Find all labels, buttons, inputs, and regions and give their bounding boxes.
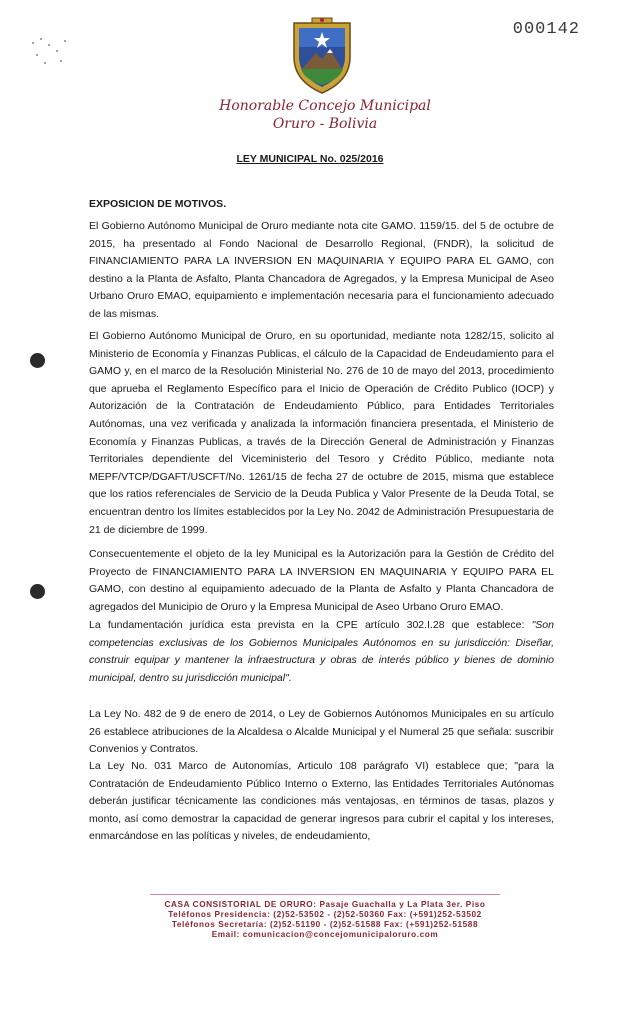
footer-divider bbox=[150, 894, 500, 895]
paragraph-4-quote: "Son competencias exclusivas de los Gobiernos Municipales Autónomos en su jurisdicción: Diseñar, construir equipar y mantener la infraestructura y obras de interés público y bienes de dominio municipal, dentro su jurisdicción municipal". bbox=[89, 619, 554, 684]
footer-address: CASA CONSISTORIAL DE ORURO: Pasaje Guachalla y La Plata 3er. Piso bbox=[164, 900, 486, 909]
council-name: Honorable Concejo Municipal bbox=[219, 98, 431, 114]
paragraph-5: La Ley No. 482 de 9 de enero de 2014, o Ley de Gobiernos Autónomos Municipales en su artículo 26 establece atribuciones de la Alcaldesa o Alcalde Municipal y el Numeral 25 que señala: suscribir Convenios y Contratos. bbox=[89, 708, 554, 756]
paragraph-2: El Gobierno Autónomo Municipal de Oruro, en su oportunidad, mediante nota 1282/15, solicito al Ministerio de Economía y Finanzas Publicas, el cálculo de la Capacidad de Endeudamiento para el GAMO y, en el marco de la Resolución Ministerial No. 276 de 10 de mayo del 2013, procedimiento que aprueba el Reglamento Específico para el Inicio de Operación de Crédito Publico (IOCP) y Autorización de la Contratación de Endeudamiento Público, para Entidades Territoriales Autónomas, una vez verificada y analizada la información financiera presentada, el Ministerio de Economía y Finanzas Publicas, a través de la Dirección General de Administración y Finanzas Territoriales dependiente del Viceministerio del Tesoro y Crédito Público, mediante nota MEPF/VTCP/DGAFT/USCFT/No. 1261/15 de fecha 27 de octubre de 2015, misma que establece que los ratios referenciales de Servicio de la Deuda Publica y Valor Presente de la Deuda Total, se encuentran dentro los límites establecidos por la Ley No. 2042 de Administración Presupuestaria de 21 de diciembre de 1999. bbox=[89, 330, 554, 536]
section-heading: EXPOSICION DE MOTIVOS. bbox=[89, 198, 227, 210]
paragraph-3: Consecuentemente el objeto de la ley Municipal es la Autorización para la Gestión de Crédito del Proyecto de FINANCIAMIENTO PARA LA INVERSION EN MAQUINARIA Y EQUIPO PARA EL GAMO, con destino al equipamiento adecuado de la Planta de Asfalto y Planta Chancadora de agregados del Municipio de Oruro y la Empresa Municipal de Aseo Urbano Oruro EMAO. bbox=[89, 548, 554, 613]
paragraph-6: La Ley No. 031 Marco de Autonomías, Articulo 108 parágrafo VI) establece que; "para la Contratación de Endeudamiento Público Interno o Externo, las Entidades Territoriales Autónomas deberán justificar técnicamente las condiciones más ventajosas, en términos de tasas, plazos y monto, así como demostrar la capacidad de generar ingresos para cubrir el capital y los intereses, enmarcándose en las políticas y niveles, de endeudamiento, bbox=[89, 760, 554, 843]
punch-hole-icon bbox=[30, 353, 45, 368]
paragraph-4-intro: La fundamentación jurídica esta prevista en la CPE artículo 302.I.28 que establece: bbox=[89, 619, 532, 631]
footer-phone-presidency: Teléfonos Presidencia: (2)52-53502 - (2)52-50360 Fax: (+591)252-53502 bbox=[168, 910, 482, 919]
punch-hole-icon bbox=[30, 584, 45, 599]
paragraph-1: El Gobierno Autónomo Municipal de Oruro mediante nota cite GAMO. 1159/15. del 5 de octubre de 2015, ha presentado al Fondo Nacional de Desarrollo Regional, (FNDR), la solicitud de FINANCIAMIENTO PARA LA INVERSION EN MAQUINARIA Y EQUIPO PARA EL GAMO, con destino a la Planta de Asfalto, Planta Chancadora de Agregados, y la Empresa Municipal de Aseo Urbano Oruro EMAO, equipamiento e implementación necesaria para el funcionamiento adecuado de las mismas. bbox=[89, 220, 554, 320]
council-location: Oruro - Bolivia bbox=[272, 116, 378, 132]
footer-phone-secretary: Teléfonos Secretaría: (2)52-51190 - (2)52-51588 Fax: (+591)252-51588 bbox=[171, 920, 479, 929]
footer-email: Email: comunicacion@concejomunicipaloruro.com bbox=[211, 930, 439, 939]
law-title: LEY MUNICIPAL No. 025/2016 bbox=[236, 153, 384, 165]
document-stamp-number: 000142 bbox=[512, 20, 580, 39]
scan-speckles bbox=[30, 36, 80, 76]
paragraph-4 bbox=[89, 617, 554, 687]
coat-of-arms-icon bbox=[290, 17, 354, 97]
